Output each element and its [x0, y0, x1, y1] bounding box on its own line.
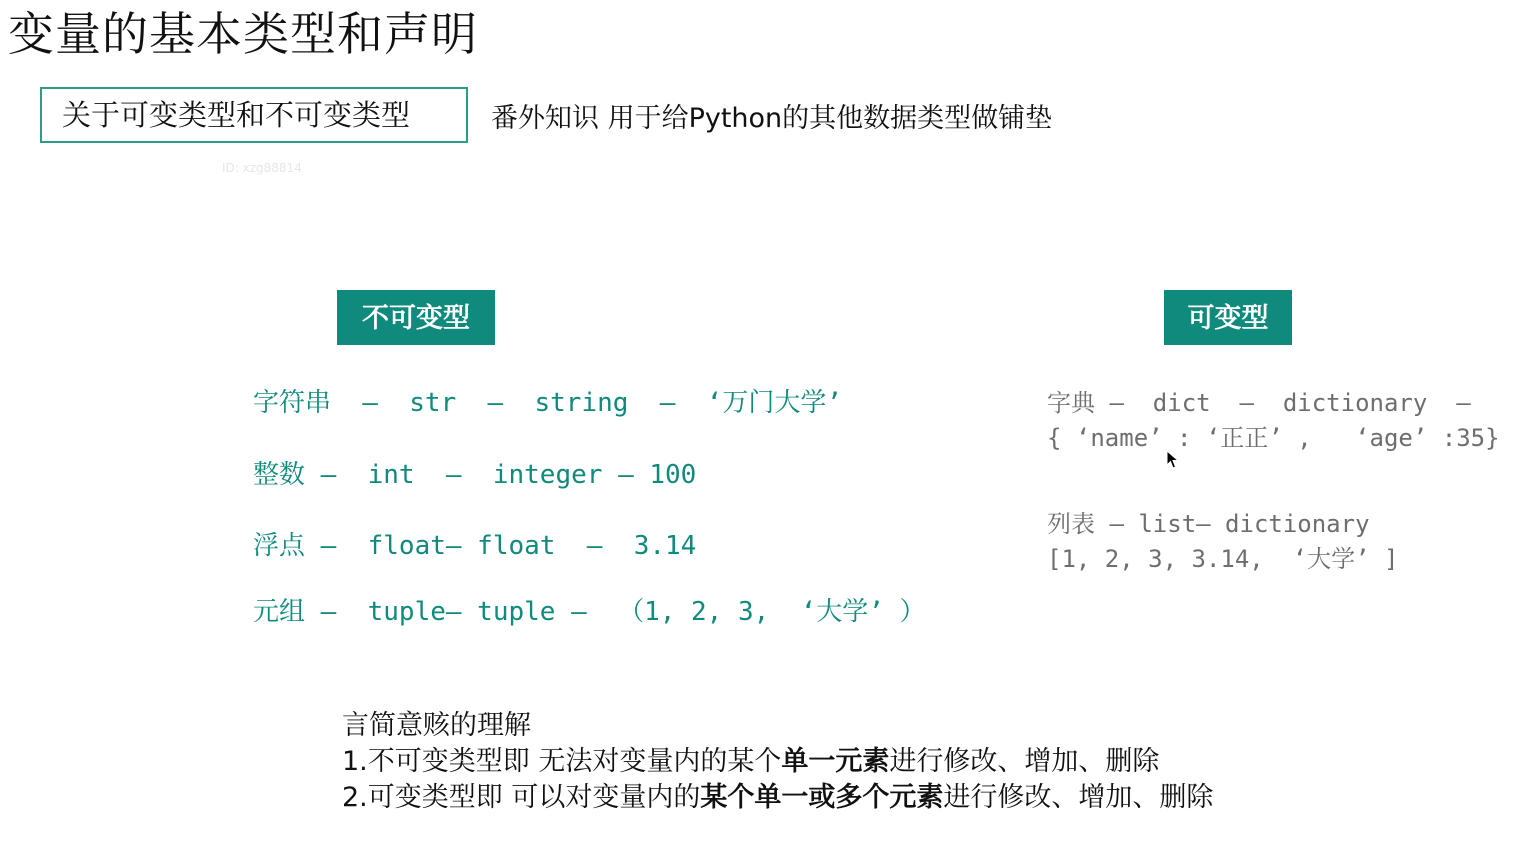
mutable-badge: 可变型 [1164, 290, 1292, 345]
mutable-list-example: [1, 2, 3, 3.14, ‘大学’ ] [1047, 545, 1399, 573]
mutable-dict-example: { ‘name’ : ‘正正’ , ‘age’ :35} [1047, 424, 1500, 452]
subtitle: 番外知识 用于给Python的其他数据类型做铺垫 [491, 103, 1053, 134]
notes-line1-prefix: 1.不可变类型即 无法对变量内的某个 [342, 746, 782, 777]
mutable-dict-title: 字典 – dict – dictionary – [1047, 389, 1471, 417]
notes-line2-prefix: 2.可变类型即 可以对变量内的 [342, 782, 701, 813]
immutable-badge: 不可变型 [337, 290, 495, 345]
slide-title: 变量的基本类型和声明 [8, 7, 478, 61]
notes-line1-bold: 单一元素 [781, 746, 890, 777]
watermark: ID: xzg88814 [222, 161, 302, 175]
immutable-item-tuple: 元组 – tuple– tuple – （1, 2, 3, ‘大学’ ） [253, 597, 926, 627]
notes-line-mutable [342, 780, 1213, 816]
mouse-pointer-icon [1166, 450, 1180, 470]
immutable-item-string: 字符串 – str – string – ‘万门大学’ [253, 388, 842, 418]
immutable-item-integer: 整数 – int – integer – 100 [253, 460, 697, 490]
topic-box: 关于可变类型和不可变类型 [40, 87, 468, 143]
notes-line2-suffix: 进行修改、增加、删除 [943, 782, 1214, 813]
mutable-list-title: 列表 – list– dictionary [1047, 510, 1370, 538]
summary-notes [342, 708, 1213, 816]
notes-line2-bold: 某个单一或多个元素 [700, 782, 944, 813]
immutable-item-float: 浮点 – float– float – 3.14 [253, 531, 697, 561]
notes-line-immutable [342, 744, 1213, 780]
notes-heading: 言简意赅的理解 [342, 710, 531, 741]
notes-line1-suffix: 进行修改、增加、删除 [889, 746, 1160, 777]
